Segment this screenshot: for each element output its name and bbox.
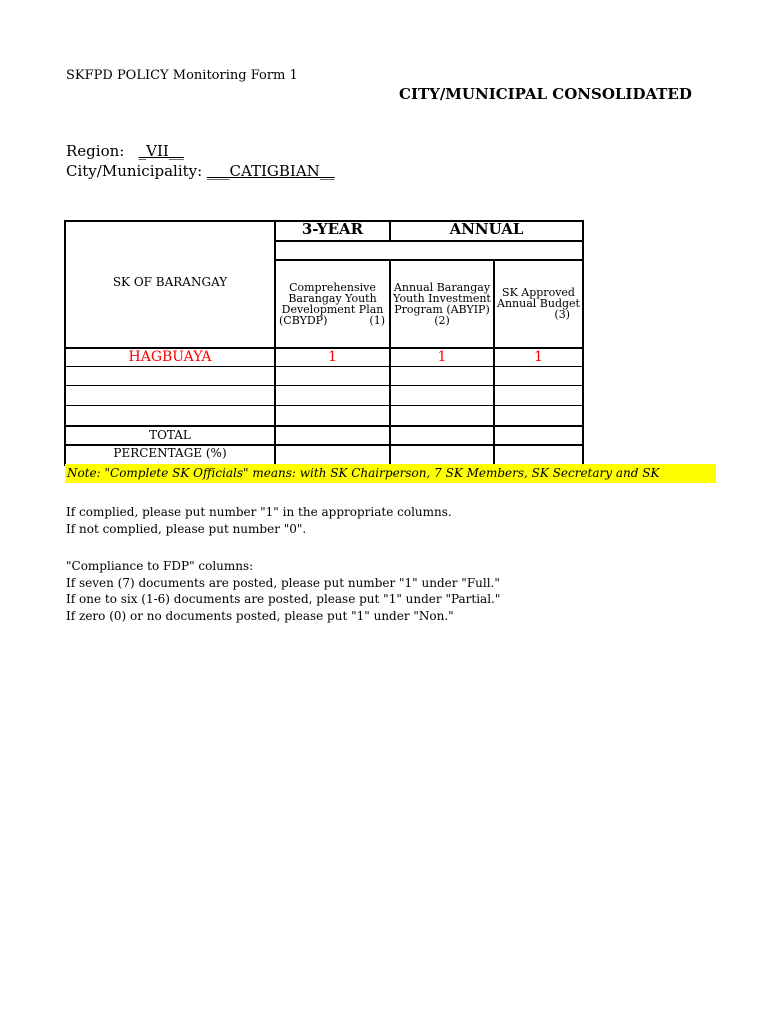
city-line: [66, 162, 335, 180]
instruction-line-5: If one to six (1-6) documents are posted, please put "1" under "Partial.": [66, 592, 501, 606]
group-header-divider: [274, 240, 584, 242]
instruction-line-3: "Compliance to FDP" columns:: [66, 559, 254, 573]
note-banner: [65, 464, 716, 483]
col-divider-1: [274, 220, 276, 466]
header-annual: ANNUAL: [449, 220, 524, 238]
header-sk-of-barangay: SK OF BARANGAY: [112, 275, 228, 289]
instruction-line-6: If zero (0) or no documents posted, please put "1" under "Non.": [66, 609, 454, 623]
percentage-label: PERCENTAGE (%): [113, 446, 227, 460]
row-line-2: [64, 366, 584, 367]
cbydp-value-cell: 1: [328, 349, 337, 365]
city-label: City/Municipality:: [66, 162, 203, 180]
form-title: SKFPD POLICY Monitoring Form 1: [66, 68, 298, 83]
total-label: TOTAL: [149, 428, 191, 442]
subheader-top-line: [274, 259, 584, 261]
abyip-value-cell: 1: [437, 349, 447, 365]
row-line-3: [64, 385, 584, 386]
region-value: _VII__: [138, 142, 184, 160]
barangay-name-cell: HAGBUAYA: [128, 349, 212, 365]
city-value: ___CATIGBIAN__: [206, 162, 335, 180]
header-sk-approved-budget: SK Approved Annual Budget (3): [497, 286, 580, 321]
header-abyip: Annual Barangay Youth Investment Program (ABYIP) (2): [393, 281, 491, 327]
table-border-right: [582, 220, 584, 466]
region-label: Region:: [66, 142, 125, 160]
main-heading-container: [399, 85, 692, 107]
main-heading: CITY/MUNICIPAL CONSOLIDATED: [399, 85, 692, 103]
note-text: Note: "Complete SK Officials" means: with SK Chairperson, 7 SK Members, SK Secretary and SK: [67, 466, 660, 480]
row-line-4: [64, 405, 584, 406]
row-line-5: [64, 425, 584, 427]
instruction-line-1: If complied, please put number "1" in the appropriate columns.: [66, 505, 452, 519]
budget-value-cell: 1: [534, 349, 543, 365]
instruction-line-2: If not complied, please put number "0".: [66, 522, 307, 536]
header-cbydp: Comprehensive Barangay Youth Development Plan (CBYDP) (1): [279, 281, 385, 327]
header-3year: 3-YEAR: [301, 220, 364, 238]
instruction-line-4: If seven (7) documents are posted, please put number "1" under "Full.": [66, 576, 500, 590]
region-line: [66, 142, 184, 160]
